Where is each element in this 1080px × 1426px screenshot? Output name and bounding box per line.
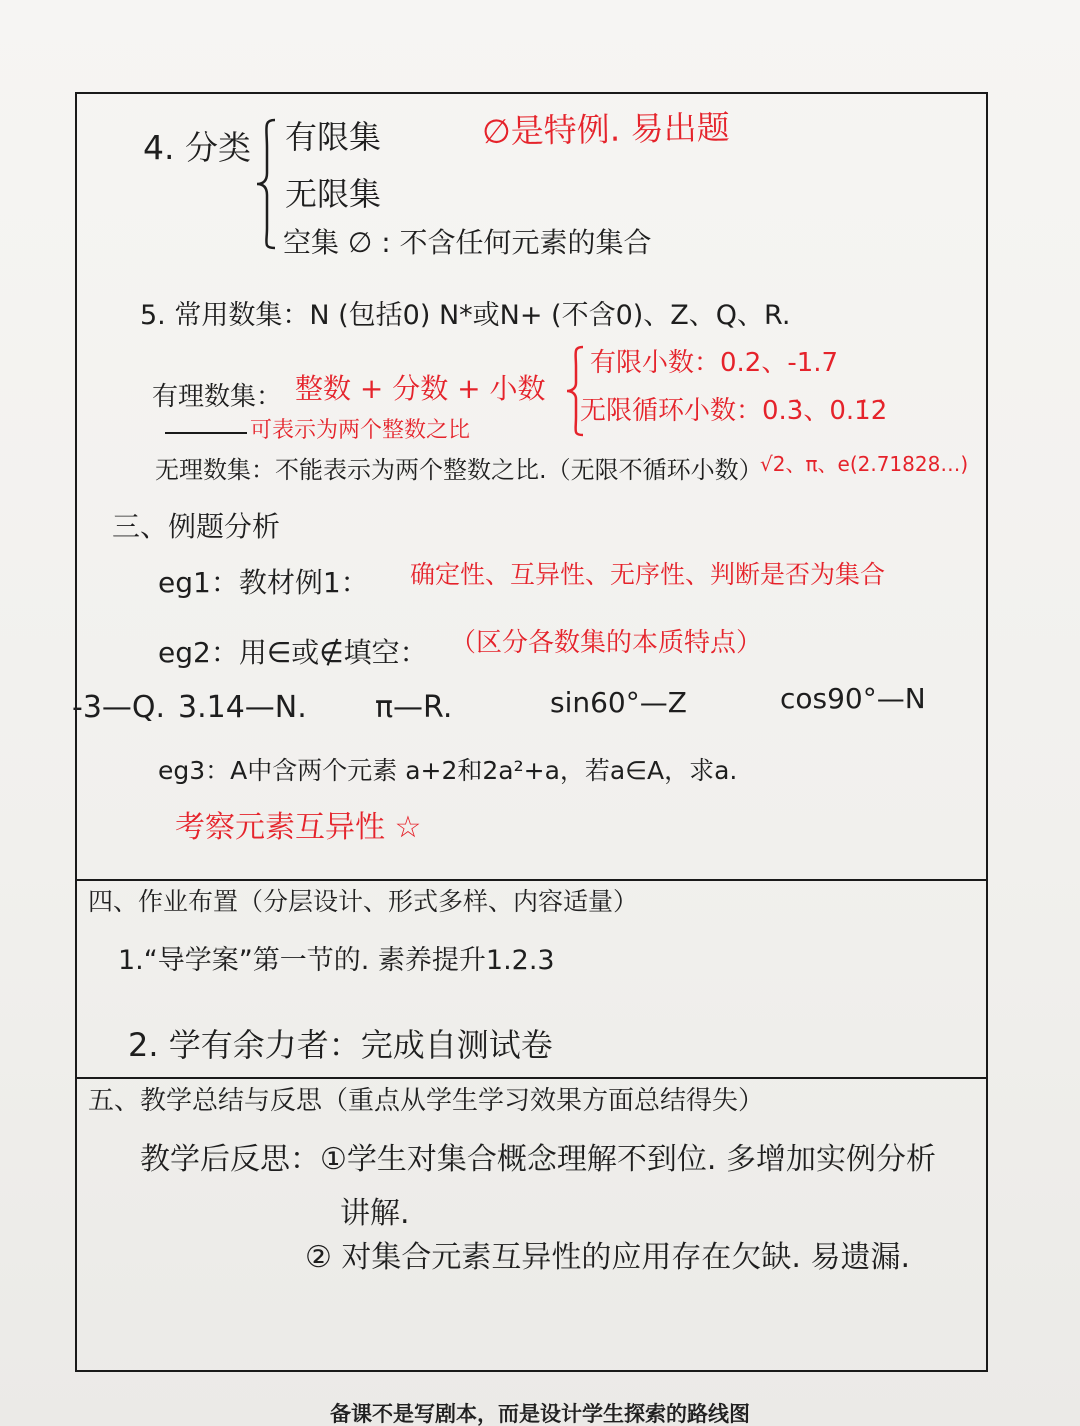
eg2-blank: sin60°—Z [550,686,687,719]
eg2-blank: π—R. [375,690,453,725]
rational-note: 可表示为两个整数之比 [250,418,471,443]
eg3-note: 考察元素互异性 ☆ [175,810,422,845]
number-sets-line: 5. 常用数集：N (包括0) N*或N+ (不含0)、Z、Q、R. [140,300,791,331]
homework-item: 1.“导学案”第一节的. 素养提升1.2.3 [118,945,555,976]
finite-decimal: 有限小数：0.2、-1.7 [590,348,839,378]
row-divider-reflection [75,1077,988,1079]
table-border [75,92,988,1372]
eg2-blank: 3.14—N. [178,690,307,725]
eg1-note: 确定性、互异性、无序性、判断是否为集合 [410,560,886,589]
irrational-definition: 无理数集：不能表示为两个整数之比.（无限不循环小数） [155,456,763,484]
eg2-blank: cos90°—N [780,682,926,715]
reflection-line: ② 对集合元素互异性的应用存在欠缺. 易遗漏. [305,1240,911,1275]
reflection-line: 教学后反思：①学生对集合概念理解不到位. 多增加实例分析 [140,1142,936,1177]
repeating-decimal: 无限循环小数：0.3̇、0.1̇2̇ [580,396,888,426]
irrational-examples: √2、π、e(2.71828…) [760,452,969,476]
rational-label: 有理数集： [152,382,283,412]
reflection-line: 讲解. [340,1196,410,1231]
underline [165,432,247,434]
eg2-label: eg2：用∈或∉填空： [158,636,428,669]
eg1-label: eg1：教材例1： [158,566,369,599]
eg2-blank: -3—Q. [72,690,166,725]
footer-motto: 备课不是写剧本，而是设计学生探索的路线图 [330,1401,750,1426]
classification-label: 4. 分类 [143,128,251,167]
eg2-note: （区分各数集的本质特点） [450,628,763,658]
rational-definition: 整数 + 分数 + 小数 [295,372,546,405]
empty-set-note: ∅是特例. 易出题 [481,107,731,151]
row-divider-homework [75,879,988,881]
empty-set: 空集 ∅ : 不含任何元素的集合 [283,226,652,259]
eg3-label: eg3：A中含两个元素 a+2和2a²+a，若a∈A，求a. [158,756,738,785]
homework-item: 2. 学有余力者：完成自测试卷 [128,1026,553,1064]
finite-set: 有限集 [285,118,382,156]
brace [255,118,279,250]
homework-heading: 四、作业布置（分层设计、形式多样、内容适量） [88,887,639,916]
examples-heading: 三、例题分析 [112,510,281,543]
reflection-heading: 五、教学总结与反思（重点从学生学习效果方面总结得失） [88,1086,765,1116]
infinite-set: 无限集 [285,175,382,213]
